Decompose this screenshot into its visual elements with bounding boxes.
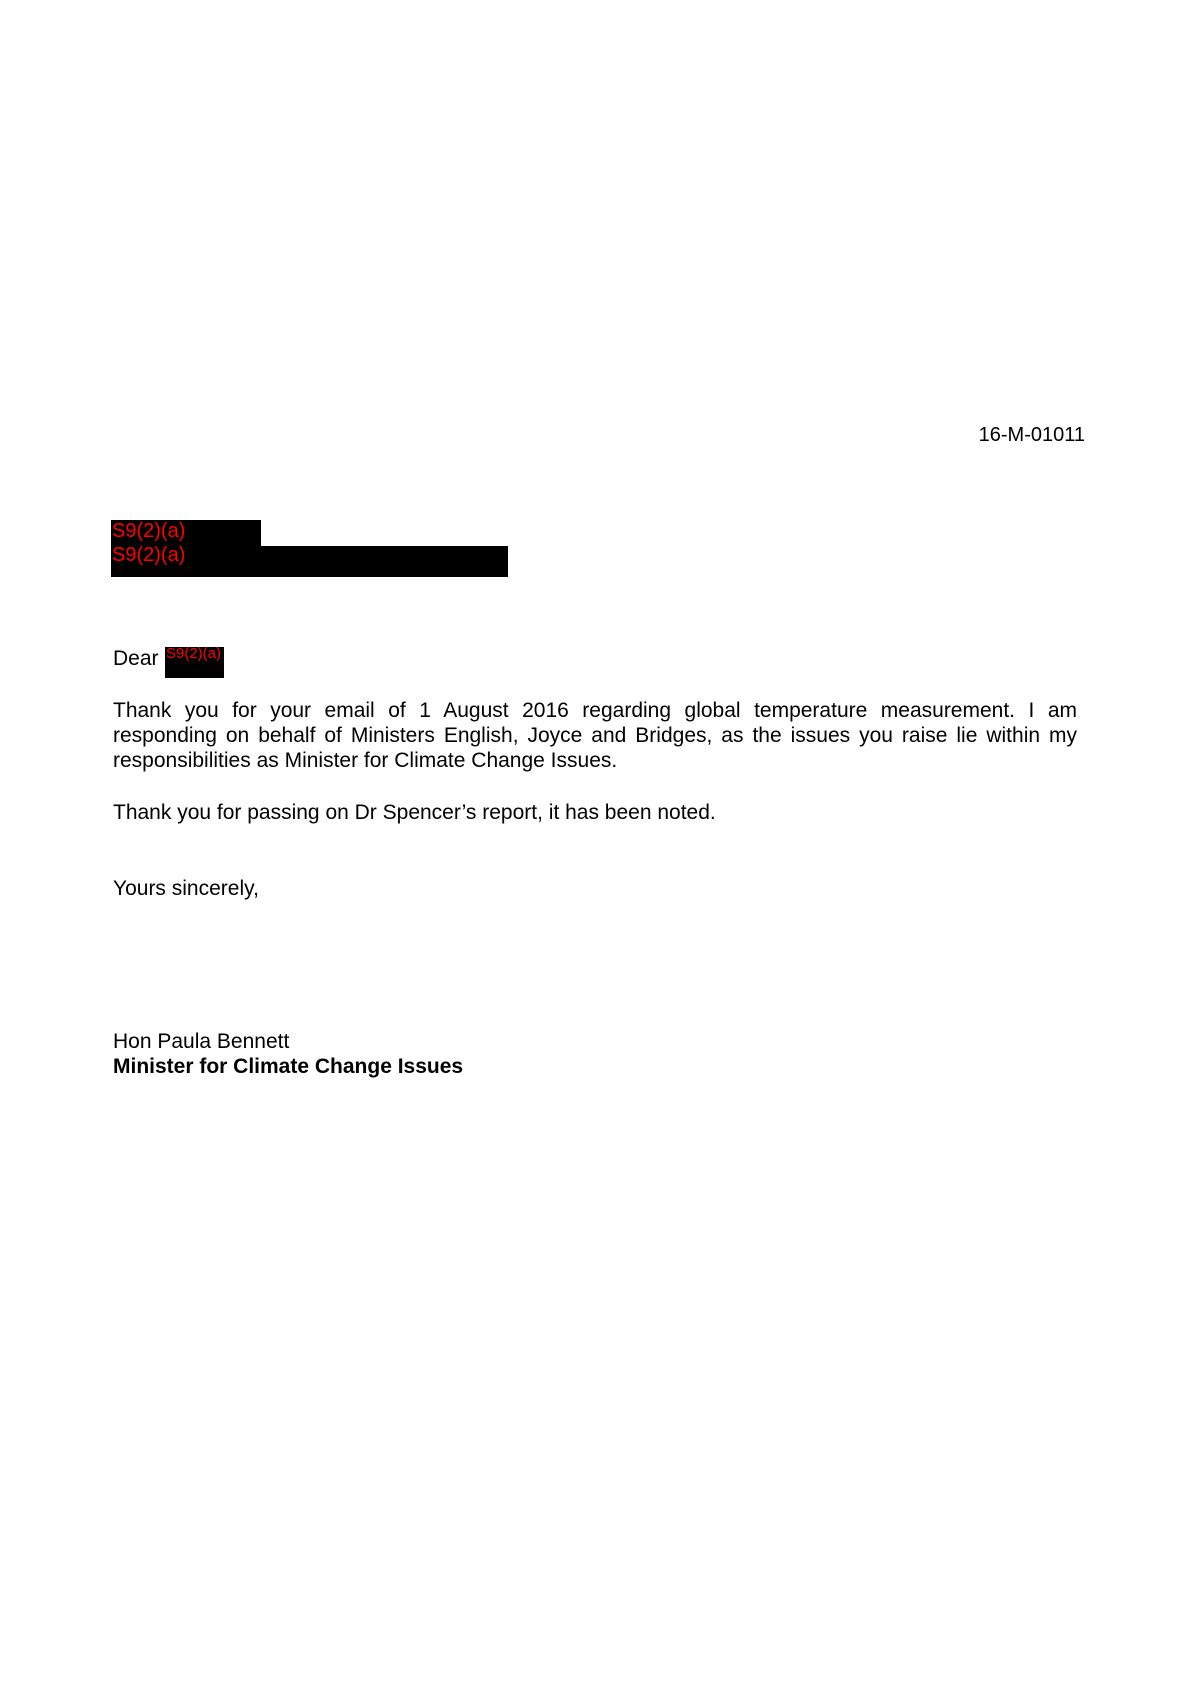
signatory-title: Minister for Climate Change Issues — [113, 1055, 464, 1078]
closing: Yours sincerely, — [113, 877, 259, 900]
reference-number: 16-M-01011 — [978, 424, 1085, 446]
salutation-text: Dear — [113, 647, 159, 670]
salutation-redaction-label: S9(2)(a) — [166, 645, 222, 662]
body-paragraph-1: Thank you for your email of 1 August 2016 regarding global temperature measurement. I am responding on behalf of Ministers English, Joyce and Bridges, as the issues you raise lie within my responsibilities as Minister for Climate Change Issues. — [113, 699, 1077, 772]
body-paragraph-2: Thank you for passing on Dr Spencer’s report, it has been noted. — [113, 801, 716, 824]
signatory-name: Hon Paula Bennett — [113, 1030, 290, 1053]
recipient-redaction-label-2: S9(2)(a) — [112, 544, 186, 566]
recipient-redaction-label-1: S9(2)(a) — [112, 520, 186, 542]
salutation — [113, 646, 159, 672]
